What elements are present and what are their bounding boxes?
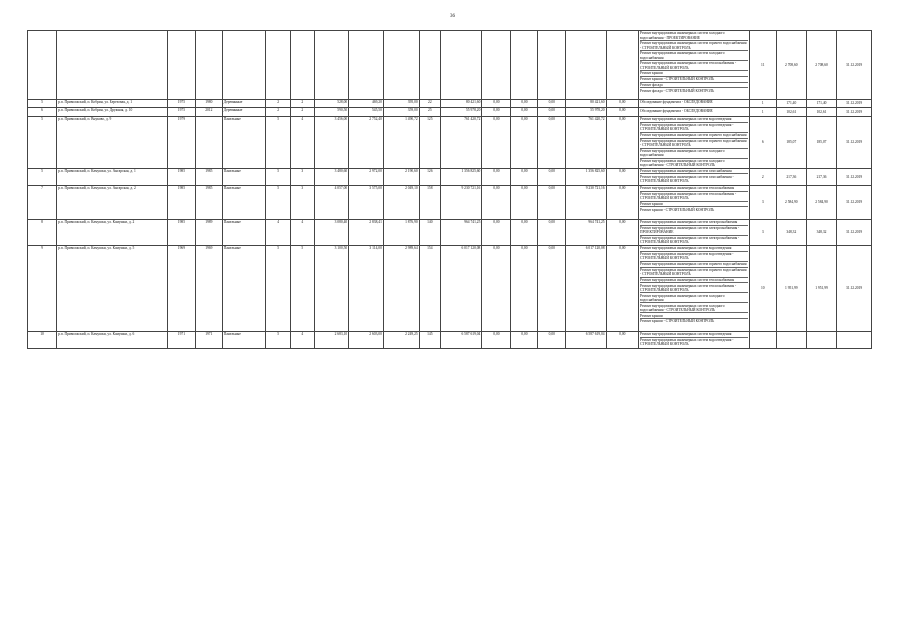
unit-cost-cell: 348,32	[776, 220, 806, 246]
area-total-cell: 3 100,50	[314, 245, 349, 331]
work-item: Ремонт крыши - СТРОИТЕЛЬНЫЙ КОНТРОЛЬ	[640, 319, 715, 324]
works-count-cell: 3	[749, 185, 776, 219]
work-item: Ремонт внутридомовых инженерных систем водоотведения	[640, 246, 748, 252]
area-total-cell: 3 456,00	[314, 116, 349, 168]
works-count-cell: 1	[749, 99, 776, 108]
work-item: Ремонт внутридомовых инженерных систем водоотведения - СТРОИТЕЛЬНЫЙ КОНТРОЛЬ	[640, 252, 748, 262]
fund-local-cell: 0,00	[538, 185, 566, 219]
fund-regional-cell: 0,00	[511, 99, 538, 108]
fund-federal-cell: 0,00	[482, 108, 511, 117]
area-residential-cell: 2 190,60	[383, 168, 419, 185]
fund-other-cell: 0,00	[606, 168, 638, 185]
fund-other-cell: 0,00	[606, 99, 638, 108]
deadline-cell: 31.12.2019	[837, 116, 872, 168]
wall-material-cell: Панельные	[222, 185, 266, 219]
floors-cell: 5	[266, 245, 291, 331]
address-cell: р.п. Приволжский, п. Кобрин, ул. Дружная, д. 10	[57, 108, 168, 117]
floors-cell: 2	[266, 99, 291, 108]
wall-material-cell	[222, 31, 266, 100]
deadline-cell: 31.12.2019	[837, 108, 872, 117]
year-built-cell: 1979	[167, 116, 195, 168]
works-list-cell	[639, 116, 750, 168]
work-item: Ремонт внутридомовых инженерных систем теплоснабжения - СТРОИТЕЛЬНЫЙ КОНТРОЛЬ	[640, 192, 748, 202]
entrances-cell: 2	[291, 108, 315, 117]
works-list-cell	[639, 168, 750, 185]
repair-program-table	[27, 30, 872, 349]
works-count-cell: 3	[749, 220, 776, 246]
fund-owners-cell: 964 741,25	[566, 220, 606, 246]
area-premises-cell: 2 838,41	[349, 220, 384, 246]
fund-regional-cell: 0,00	[511, 220, 538, 246]
fund-other-cell	[606, 31, 638, 100]
unit-cost-max-cell: 185,07	[806, 116, 836, 168]
wall-material-cell: Панельные	[222, 220, 266, 246]
residents-cell: 140	[419, 220, 440, 246]
fund-regional-cell: 0,00	[511, 116, 538, 168]
deadline-cell: 31.12.2019	[837, 168, 872, 185]
work-item: Ремонт крыши	[640, 202, 748, 208]
address-cell: р.п. Приволжский, п. Камушки, ул. Камушки, д. 6	[57, 331, 168, 348]
entrances-cell: 4	[291, 116, 315, 168]
area-total-cell	[314, 31, 349, 100]
fund-regional-cell: 0,00	[511, 245, 538, 331]
cost-total-cell: 9 230 721,16	[440, 185, 481, 219]
fund-regional-cell	[511, 31, 538, 100]
unit-cost-max-cell: 2 708,60	[806, 31, 836, 100]
unit-cost-max-cell: 348,32	[806, 220, 836, 246]
fund-local-cell: 0,00	[538, 168, 566, 185]
table-body	[28, 31, 872, 349]
fund-other-cell: 0,00	[606, 220, 638, 246]
entrances-cell	[291, 31, 315, 100]
year-reconstructed-cell: 1980	[195, 99, 222, 108]
address-cell: р.п. Приволжский, п. Внуково, д. 9	[57, 116, 168, 168]
fund-regional-cell: 0,00	[511, 185, 538, 219]
residents-cell: 25	[419, 108, 440, 117]
work-item: Ремонт внутридомовых инженерных систем водоотведения	[640, 117, 748, 123]
residents-cell: 145	[419, 331, 440, 348]
work-item: Ремонт крыши	[640, 71, 748, 77]
register-sheet	[27, 30, 905, 640]
area-premises-cell: 3 114,00	[349, 245, 384, 331]
year-reconstructed-cell: 1989	[195, 220, 222, 246]
table-row	[28, 116, 872, 168]
area-total-cell: 3 080,40	[314, 220, 349, 246]
entrances-cell: 3	[291, 168, 315, 185]
table-row	[28, 185, 872, 219]
year-built-cell: 1985	[167, 220, 195, 246]
area-total-cell: 2 683,10	[314, 331, 349, 348]
fund-owners-cell: 1 356 825,60	[566, 168, 606, 185]
area-residential-cell: 2 989,64	[383, 245, 419, 331]
fund-local-cell: 0,00	[538, 220, 566, 246]
work-item: Ремонт внутридомовых инженерных систем холодного водоснабжения	[640, 51, 748, 61]
fund-other-cell: 0,00	[606, 108, 638, 117]
year-reconstructed-cell	[195, 31, 222, 100]
deadline-cell: 31.12.2019	[837, 245, 872, 331]
residents-cell: 125	[419, 116, 440, 168]
wall-material-cell: Деревянные	[222, 99, 266, 108]
deadline-cell: 31.12.2019	[837, 185, 872, 219]
unit-cost-cell: 185,07	[776, 116, 806, 168]
works-list-cell	[639, 31, 750, 100]
row-number: 5	[28, 168, 57, 185]
area-residential-cell	[383, 31, 419, 100]
unit-cost-max-cell: 1 951,99	[806, 245, 836, 331]
works-list-cell	[639, 185, 750, 219]
works-list-cell	[639, 220, 750, 246]
works-count-cell: 6	[749, 116, 776, 168]
wall-material-cell: Деревянные	[222, 108, 266, 117]
fund-owners-cell: 55 978,20	[566, 108, 606, 117]
year-built-cell: 1985	[167, 185, 195, 219]
unit-cost-cell: 2 584,90	[776, 185, 806, 219]
fund-other-cell: 0,00	[606, 331, 638, 348]
fund-federal-cell: 0,00	[482, 331, 511, 348]
work-item: Ремонт внутридомовых инженерных систем водоотведения - СТРОИТЕЛЬНЫЙ КОНТРОЛЬ	[640, 123, 748, 133]
work-item: Ремонт внутридомовых инженерных систем водоотведения - СТРОИТЕЛЬНЫЙ КОНТРОЛЬ	[640, 338, 734, 347]
fund-local-cell: 0,00	[538, 108, 566, 117]
cost-total-cell: 761 420,72	[440, 116, 481, 168]
row-number	[28, 31, 57, 100]
floors-cell: 5	[266, 331, 291, 348]
unit-cost-max-cell	[806, 331, 836, 348]
residents-cell: 126	[419, 168, 440, 185]
entrances-cell: 2	[291, 99, 315, 108]
fund-federal-cell: 0,00	[482, 185, 511, 219]
fund-owners-cell: 761 420,72	[566, 116, 606, 168]
area-total-cell: 590,50	[314, 108, 349, 117]
year-reconstructed-cell: 2012	[195, 108, 222, 117]
floors-cell: 5	[266, 185, 291, 219]
works-list-cell	[639, 245, 750, 331]
work-item: Ремонт внутридомовых инженерных систем водоотведения	[640, 332, 748, 338]
unit-cost-cell: 102,61	[776, 108, 806, 117]
work-item: Ремонт внутридомовых инженерных систем газоснабжения	[640, 169, 748, 175]
deadline-cell	[837, 331, 872, 348]
fund-local-cell: 0,00	[538, 245, 566, 331]
entrances-cell: 3	[291, 185, 315, 219]
cost-total-cell	[440, 31, 481, 100]
work-item: Ремонт внутридомовых инженерных систем газоснабжения - СТРОИТЕЛЬНЫЙ КОНТРОЛЬ	[640, 174, 734, 183]
works-count-cell: 2	[749, 168, 776, 185]
cost-total-cell: 6 587 619,04	[440, 331, 481, 348]
address-cell: р.п. Приволжский, п. Камушки, ул. Камушки, д. 5	[57, 245, 168, 331]
residents-cell: 154	[419, 245, 440, 331]
work-item: Ремонт внутридомовых инженерных систем горячего водоснабжения - СТРОИТЕЛЬНЫЙ КОНТРОЛЬ	[640, 138, 747, 148]
area-residential-cell: 2 249,25	[383, 331, 419, 348]
unit-cost-cell: 217,36	[776, 168, 806, 185]
address-cell: р.п. Приволжский, п. Камушки, ул. Ангарская, д. 1	[57, 168, 168, 185]
floors-cell: 2	[266, 108, 291, 117]
work-item: Ремонт внутридомовых инженерных систем холодного водоснабжения - СТРОИТЕЛЬНЫЙ КОНТРОЛЬ	[640, 158, 725, 168]
row-number: 9	[28, 245, 57, 331]
area-total-cell: 3 480,60	[314, 168, 349, 185]
work-item: Ремонт внутридомовых инженерных систем электроснабжения	[640, 220, 748, 226]
unit-cost-cell: 171,40	[776, 99, 806, 108]
work-item: Ремонт внутридомовых инженерных систем горячего водоснабжения	[640, 262, 747, 267]
fund-local-cell: 0,00	[538, 99, 566, 108]
work-item: Ремонт внутридомовых инженерных систем электроснабжения - ПРОЕКТИРОВАНИЕ	[640, 226, 748, 236]
floors-cell: 4	[266, 220, 291, 246]
residents-cell: 22	[419, 99, 440, 108]
area-premises-cell: 545,50	[349, 108, 384, 117]
area-premises-cell	[349, 31, 384, 100]
wall-material-cell: Панельные	[222, 331, 266, 348]
floors-cell: 5	[266, 116, 291, 168]
year-reconstructed-cell: 1985	[195, 168, 222, 185]
area-residential-cell: 1 876,90	[383, 220, 419, 246]
unit-cost-max-cell: 217,36	[806, 168, 836, 185]
table-row	[28, 31, 872, 100]
address-cell: р.п. Приволжский, п. Камушки, ул. Камушки, д. 2	[57, 220, 168, 246]
work-item: Ремонт внутридомовых инженерных систем горячего водоснабжения - СТРОИТЕЛЬНЫЙ КОНТРОЛЬ	[640, 41, 747, 50]
fund-federal-cell: 0,00	[482, 116, 511, 168]
page-number: 36	[450, 14, 455, 19]
residents-cell	[419, 31, 440, 100]
fund-other-cell: 0,00	[606, 185, 638, 219]
deadline-cell: 31.12.2019	[837, 99, 872, 108]
unit-cost-cell: 2 708,60	[776, 31, 806, 100]
table-row	[28, 331, 872, 348]
fund-federal-cell: 0,00	[482, 220, 511, 246]
work-item: Обследование фундамента - ОБСЛЕДОВАНИЕ	[640, 108, 713, 113]
row-number: 5	[28, 116, 57, 168]
row-number: 6	[28, 108, 57, 117]
work-item: Ремонт внутридомовых инженерных систем холодного водоснабжения - ПРОЕКТИРОВАНИЕ	[640, 31, 748, 41]
cost-total-cell: 80 421,60	[440, 99, 481, 108]
fund-owners-cell: 9 230 721,16	[566, 185, 606, 219]
area-residential-cell: 1 490,72	[383, 116, 419, 168]
cost-total-cell: 1 356 825,60	[440, 168, 481, 185]
work-item: Ремонт крыши - СТРОИТЕЛЬНЫЙ КОНТРОЛЬ	[640, 77, 748, 83]
year-built-cell: 1969	[167, 245, 195, 331]
fund-regional-cell: 0,00	[511, 108, 538, 117]
fund-owners-cell: 6 017 120,08	[566, 245, 606, 331]
unit-cost-max-cell: 102,61	[806, 108, 836, 117]
area-premises-cell: 2 603,00	[349, 331, 384, 348]
fund-other-cell: 0,00	[606, 245, 638, 331]
work-item: Ремонт фасада - СТРОИТЕЛЬНЫЙ КОНТРОЛЬ	[640, 88, 715, 93]
year-reconstructed-cell: 1971	[195, 331, 222, 348]
fund-local-cell: 0,00	[538, 116, 566, 168]
table-row	[28, 108, 872, 117]
cost-total-cell: 55 978,20	[440, 108, 481, 117]
fund-federal-cell: 0,00	[482, 168, 511, 185]
work-item: Ремонт внутридомовых инженерных систем горячего водоснабжения	[640, 133, 747, 138]
row-number: 10	[28, 331, 57, 348]
deadline-cell: 31.12.2019	[837, 31, 872, 100]
address-cell: р.п. Приволжский, п. Камушки, ул. Ангарская, д. 2	[57, 185, 168, 219]
unit-cost-max-cell: 2 584,90	[806, 185, 836, 219]
entrances-cell: 4	[291, 220, 315, 246]
area-premises-cell: 2 972,00	[349, 168, 384, 185]
area-premises-cell: 2 752,40	[349, 116, 384, 168]
area-residential-cell: 2 049,10	[383, 185, 419, 219]
wall-material-cell: Панельные	[222, 116, 266, 168]
work-item: Ремонт крыши - СТРОИТЕЛЬНЫЙ КОНТРОЛЬ	[640, 207, 715, 212]
work-item: Ремонт внутридомовых инженерных систем холодного водоснабжения	[640, 149, 748, 159]
year-built-cell: 1985	[167, 168, 195, 185]
work-item: Ремонт внутридомовых инженерных систем холодного водоснабжения - СТРОИТЕЛЬНЫЙ КОНТРОЛЬ	[640, 303, 748, 313]
work-item: Ремонт внутридомовых инженерных систем теплоснабжения - СТРОИТЕЛЬНЫЙ КОНТРОЛЬ	[640, 61, 748, 71]
works-list-cell	[639, 99, 750, 108]
works-count-cell: 10	[749, 245, 776, 331]
work-item: Ремонт внутридомовых инженерных систем горячего водоснабжения - СТРОИТЕЛЬНЫЙ КОНТРОЛЬ	[640, 267, 747, 277]
work-item: Ремонт фасада	[640, 83, 748, 89]
table-row	[28, 245, 872, 331]
area-premises-cell: 469,20	[349, 99, 384, 108]
work-item: Ремонт внутридомовых инженерных систем теплоснабжения	[640, 278, 748, 284]
entrances-cell: 4	[291, 331, 315, 348]
year-reconstructed-cell	[195, 116, 222, 168]
year-built-cell: 1975	[167, 108, 195, 117]
unit-cost-cell: 1 951,99	[776, 245, 806, 331]
deadline-cell: 31.12.2019	[837, 220, 872, 246]
fund-regional-cell: 0,00	[511, 331, 538, 348]
floors-cell: 5	[266, 168, 291, 185]
fund-federal-cell	[482, 31, 511, 100]
fund-regional-cell: 0,00	[511, 168, 538, 185]
address-cell	[57, 31, 168, 100]
cost-total-cell: 6 017 120,08	[440, 245, 481, 331]
cost-total-cell: 964 741,25	[440, 220, 481, 246]
residents-cell: 158	[419, 185, 440, 219]
work-item: Ремонт внутридомовых инженерных систем электроснабжения - СТРОИТЕЛЬНЫЙ КОНТРОЛЬ	[640, 236, 740, 245]
year-reconstructed-cell: 1969	[195, 245, 222, 331]
row-number: 5	[28, 99, 57, 108]
table-row	[28, 168, 872, 185]
fund-federal-cell: 0,00	[482, 245, 511, 331]
work-item: Ремонт внутридомовых инженерных систем теплоснабжения	[640, 186, 748, 192]
works-count-cell: 11	[749, 31, 776, 100]
year-built-cell: 1975	[167, 99, 195, 108]
area-residential-cell: 395,00	[383, 99, 419, 108]
entrances-cell: 5	[291, 245, 315, 331]
fund-local-cell	[538, 31, 566, 100]
work-item: Ремонт крыши	[640, 313, 748, 319]
fund-local-cell: 0,00	[538, 331, 566, 348]
works-list-cell	[639, 331, 750, 348]
address-cell: р.п. Приволжский, п. Кобрин, ул. Березовая, д. 1	[57, 99, 168, 108]
area-premises-cell: 3 575,00	[349, 185, 384, 219]
table-row	[28, 99, 872, 108]
area-total-cell: 528,00	[314, 99, 349, 108]
work-item: Обследование фундамента - ОБСЛЕДОВАНИЕ	[640, 100, 713, 105]
fund-owners-cell: 80 421,60	[566, 99, 606, 108]
works-count-cell	[749, 331, 776, 348]
area-total-cell: 4 057,00	[314, 185, 349, 219]
area-residential-cell: 359,00	[383, 108, 419, 117]
unit-cost-max-cell: 171,40	[806, 99, 836, 108]
fund-owners-cell	[566, 31, 606, 100]
year-reconstructed-cell: 1985	[195, 185, 222, 219]
row-number: 8	[28, 220, 57, 246]
fund-owners-cell: 6 587 619,04	[566, 331, 606, 348]
table-row	[28, 220, 872, 246]
wall-material-cell: Панельные	[222, 245, 266, 331]
year-built-cell	[167, 31, 195, 100]
fund-federal-cell: 0,00	[482, 99, 511, 108]
floors-cell	[266, 31, 291, 100]
row-number: 7	[28, 185, 57, 219]
work-item: Ремонт внутридомовых инженерных систем теплоснабжения - СТРОИТЕЛЬНЫЙ КОНТРОЛЬ	[640, 283, 748, 293]
wall-material-cell: Панельные	[222, 168, 266, 185]
fund-other-cell: 0,00	[606, 116, 638, 168]
unit-cost-cell	[776, 331, 806, 348]
work-item: Ремонт внутридомовых инженерных систем холодного водоснабжения	[640, 293, 748, 303]
year-built-cell: 1971	[167, 331, 195, 348]
works-count-cell: 1	[749, 108, 776, 117]
works-list-cell	[639, 108, 750, 117]
